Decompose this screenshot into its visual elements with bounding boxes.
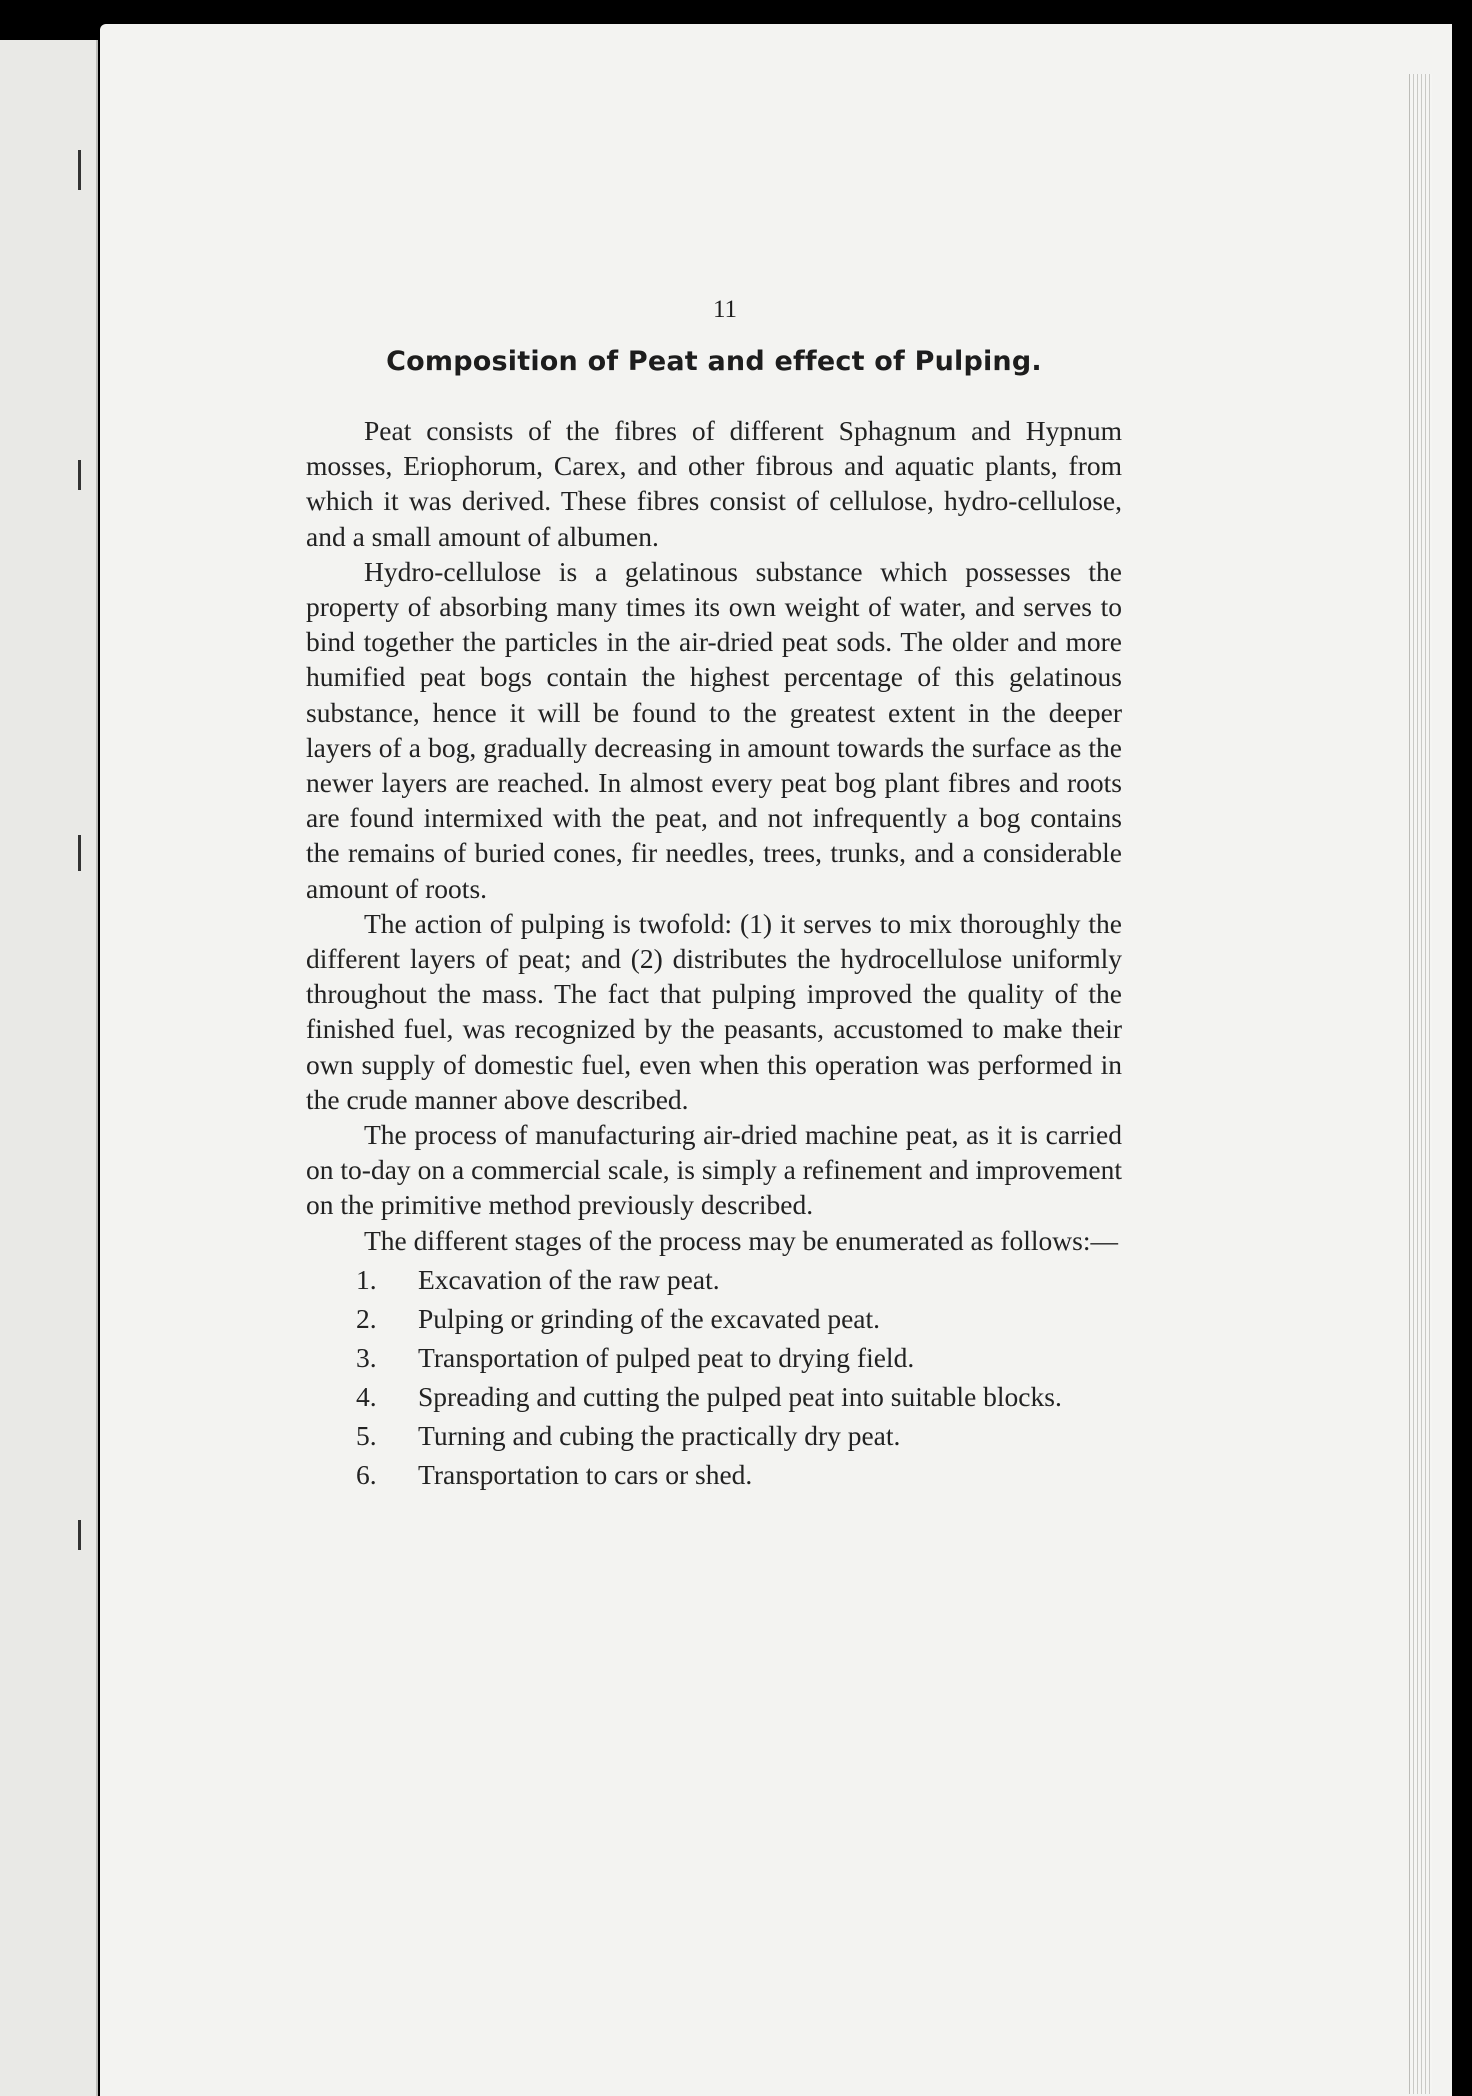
paragraph: Peat consists of the fibres of different Sphagnum and Hypnum mosses, Eriophorum, Carex, and other fibrous and aquatic plants, from which it was derived. These fibres consist of cellulose, hydro-cellulose, and a small amount of albumen. (306, 415, 1122, 552)
step-number: 3. (356, 1341, 377, 1373)
page-text (306, 296, 1122, 1496)
gutter-mark (78, 150, 81, 190)
chapter-title: Composition of Peat and effect of Pulping. (386, 346, 1042, 377)
paragraph: The action of pulping is twofold: (1) it serves to mix thoroughly the different layers of peat; and (2) distributes the hydrocellulose uniformly throughout the mass. The fact that pulping improved the quality of the finished fuel, was recognized by the peasants, accustomed to make their own supply of domestic fuel, even when this operation was performed in the crude manner above described. (306, 907, 1122, 1115)
step-number: 5. (356, 1419, 377, 1451)
step-text: Transportation to cars or shed. (418, 1458, 753, 1490)
step-text: Pulping or grinding of the excavated peat. (418, 1302, 881, 1334)
paragraph: The different stages of the process may be enumerated as follows:— (364, 1224, 1118, 1256)
step-text: Spreading and cutting the pulped peat into suitable blocks. (418, 1380, 1062, 1412)
list-item (306, 1340, 1122, 1375)
process-steps-list (306, 1262, 1122, 1492)
step-number: 6. (356, 1458, 377, 1490)
gutter-mark (78, 835, 81, 871)
list-item (306, 1457, 1122, 1492)
paragraph: Hydro-cellulose is a gelatinous substance which possesses the property of absorbing many times its own weight of water, and serves to bind together the particles in the air-dried peat sods. The older and more humified peat bogs contain the highest percentage of this gelatinous substance, hence it will be found to the greatest extent in the deeper layers of a bog, gradually decreasing in amount towards the surface as the newer layers are reached. In almost every peat bog plant fibres and roots are found intermixed with the peat, and not infrequently a bog contains the remains of buried cones, fir needles, trees, trunks, and a considerable amount of roots. (306, 555, 1122, 904)
step-text: Turning and cubing the practically dry peat. (418, 1419, 901, 1451)
list-item (306, 1418, 1122, 1453)
step-number: 1. (356, 1263, 377, 1295)
paragraph: The process of manufacturing air-dried machine peat, as it is carried on to-day on a commercial scale, is simply a refinement and improvement on the primitive method previously described. (306, 1119, 1122, 1221)
step-text: Excavation of the raw peat. (418, 1263, 720, 1295)
step-number: 4. (356, 1380, 377, 1412)
list-item (306, 1379, 1122, 1414)
page-edges (1409, 74, 1432, 2094)
gutter-mark (78, 460, 81, 490)
step-number: 2. (356, 1302, 377, 1334)
step-text: Transportation of pulped peat to drying field. (418, 1341, 915, 1373)
list-item (306, 1262, 1122, 1297)
page-number: 11 (712, 296, 738, 323)
list-item (306, 1301, 1122, 1336)
previous-page-edge (0, 40, 98, 2096)
gutter-mark (78, 1520, 81, 1550)
